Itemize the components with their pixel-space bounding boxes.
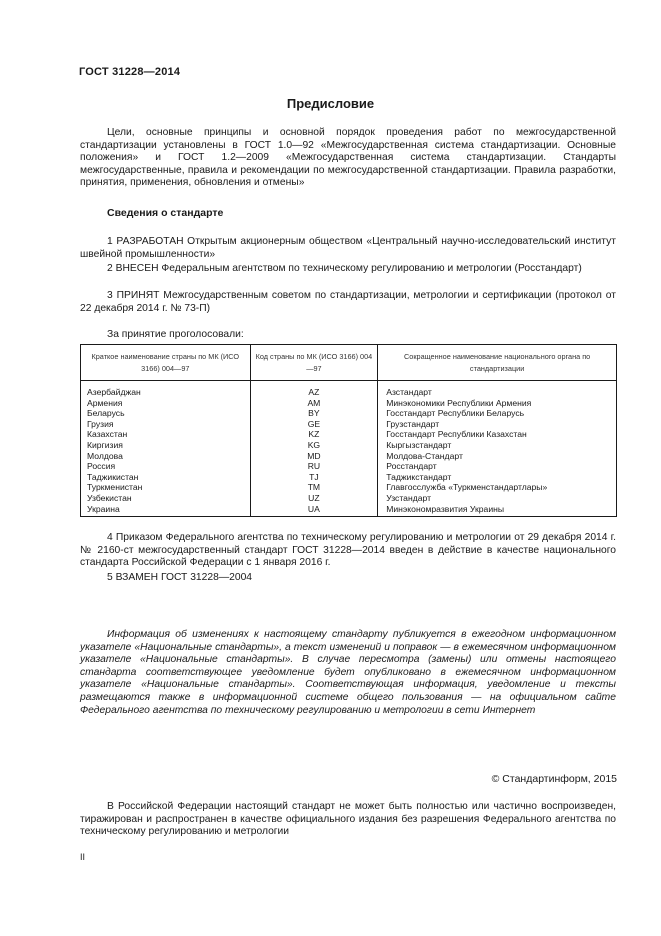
table-row	[81, 493, 617, 504]
voted-label: За принятие проголосовали:	[107, 329, 244, 340]
page-title: Предисловие	[286, 96, 375, 111]
code-cell: UZ	[250, 493, 378, 504]
country-cell: Грузия	[81, 419, 251, 430]
table-header-row	[81, 345, 617, 381]
body-cell: Кыргызстандарт	[378, 440, 617, 451]
table-row	[81, 451, 617, 462]
item-1-developed: 1 РАЗРАБОТАН Открытым акционерным обществом «Центральный научно-исследовательский институт швейной промышленности»	[80, 236, 616, 260]
country-cell: Узбекистан	[81, 493, 251, 504]
body-cell: Молдова-Стандарт	[378, 451, 617, 462]
code-cell: GE	[250, 419, 378, 430]
country-cell: Киргизия	[81, 440, 251, 451]
country-cell: Молдова	[81, 451, 251, 462]
code-cell: BY	[250, 408, 378, 419]
item-3-adopted: 3 ПРИНЯТ Межгосударственным советом по стандартизации, метрологии и сертификации (протокол от 22 декабря 2014 г. № 73-П)	[80, 290, 616, 314]
code-cell: TJ	[250, 472, 378, 483]
country-cell: Азербайджан	[81, 381, 251, 398]
body-cell: Минэкономразвития Украины	[378, 504, 617, 517]
code-cell: UA	[250, 504, 378, 517]
country-cell: Армения	[81, 398, 251, 409]
table-row	[81, 408, 617, 419]
country-cell: Украина	[81, 504, 251, 517]
table-row	[81, 381, 617, 398]
intro-paragraph: Цели, основные принципы и основной порядок проведения работ по межгосударственной стандартизации установлены в ГОСТ 1.0—92 «Межгосударственная система стандартизации. Основные положения» и ГОСТ 1.2—2009 «Межгосударственная система стандартизации. Стандарты межгосударственные, правила и рекомендации по межгосударственной стандартизации. Правила разработки, принятия, применения, обновления и отмены»	[80, 127, 616, 189]
country-cell: Туркменистан	[81, 482, 251, 493]
item-4-order: 4 Приказом Федерального агентства по техническому регулированию и метрологии от 29 декабря 2014 г. № 2160-ст межгосударственный стандарт ГОСТ 31228—2014 введен в действие в качестве национального стандарта Российской Федерации с 1 января 2016 г.	[80, 532, 616, 569]
body-cell: Таджикстандарт	[378, 472, 617, 483]
header-country-name: Краткое наименование страны по МК (ИСО 3166) 004—97	[81, 345, 251, 381]
code-cell: TM	[250, 482, 378, 493]
voting-table	[80, 344, 617, 517]
table-row	[81, 482, 617, 493]
country-cell: Беларусь	[81, 408, 251, 419]
header-country-code: Код страны по МК (ИСО 3166) 004—97	[250, 345, 378, 381]
table-row	[81, 398, 617, 409]
body-cell: Росстандарт	[378, 461, 617, 472]
legal-notice: В Российской Федерации настоящий стандарт не может быть полностью или частично воспроизведен, тиражирован и распространен в качестве официального издания без разрешения Федерального агентства по техническому регулированию и метрологии	[80, 801, 616, 838]
country-cell: Россия	[81, 461, 251, 472]
body-cell: Главгосслужба «Туркменстандартлары»	[378, 482, 617, 493]
code-cell: KZ	[250, 429, 378, 440]
item-2-introduced: 2 ВНЕСЕН Федеральным агентством по техническому регулированию и метрологии (Росстандарт)	[107, 263, 582, 274]
body-cell: Азстандарт	[378, 381, 617, 398]
table-row	[81, 461, 617, 472]
table-row	[81, 504, 617, 517]
header-standards-body: Сокращенное наименование национального органа по стандартизации	[378, 345, 617, 381]
body-cell: Минэкономики Республики Армения	[378, 398, 617, 409]
table-row	[81, 472, 617, 483]
code-cell: MD	[250, 451, 378, 462]
table-row	[81, 419, 617, 430]
body-cell: Госстандарт Республики Казахстан	[378, 429, 617, 440]
section-heading: Сведения о стандарте	[107, 207, 224, 219]
change-info-paragraph: Информация об изменениях к настоящему стандарту публикуется в ежегодном информационном указателе «Национальные стандарты», а текст изменений и поправок — в ежемесячном информационном указателе «Национальные стандарты». В случае пересмотра (замены) или отмены настоящего стандарта соответствующее уведомление будет опубликовано в ежемесячном информационном указателе «Национальные стандарты». Соответствующая информация, уведомление и тексты размещаются также в информационной системе общего пользования — на официальном сайте Федерального агентства по техническому регулированию и метрологии в сети Интернет	[80, 629, 616, 716]
code-cell: AM	[250, 398, 378, 409]
table-row	[81, 440, 617, 451]
code-cell: RU	[250, 461, 378, 472]
body-cell: Госстандарт Республики Беларусь	[378, 408, 617, 419]
country-cell: Таджикистан	[81, 472, 251, 483]
copyright: © Стандартинформ, 2015	[491, 773, 617, 785]
table-row	[81, 429, 617, 440]
item-5-replaces: 5 ВЗАМЕН ГОСТ 31228—2004	[107, 572, 253, 583]
document-number: ГОСТ 31228—2014	[79, 66, 181, 78]
country-cell: Казахстан	[81, 429, 251, 440]
code-cell: AZ	[250, 381, 378, 398]
code-cell: KG	[250, 440, 378, 451]
body-cell: Узстандарт	[378, 493, 617, 504]
page-number: II	[80, 852, 86, 862]
body-cell: Грузстандарт	[378, 419, 617, 430]
